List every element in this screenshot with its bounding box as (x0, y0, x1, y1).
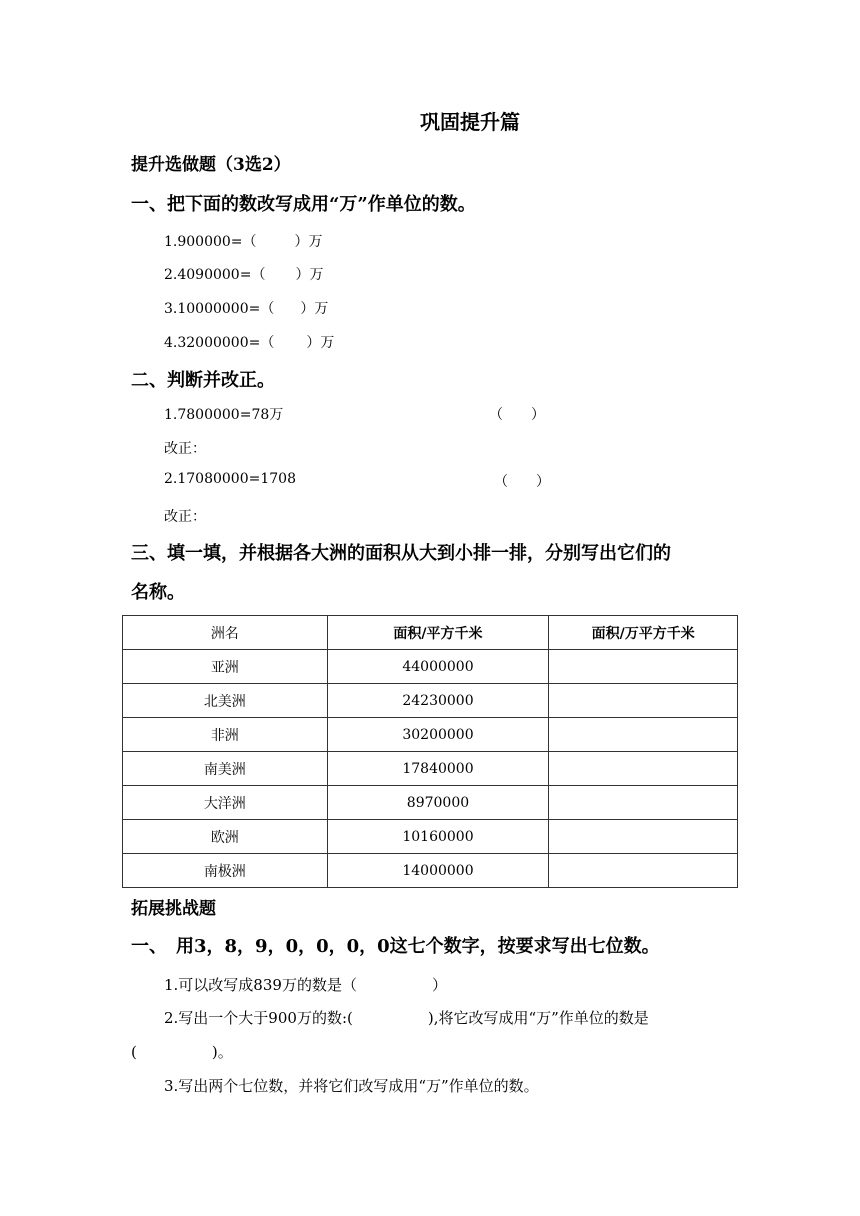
answer-cell[interactable] (549, 820, 738, 854)
q2-item-2-judgement-blank[interactable]: （ ） (494, 474, 550, 490)
continent-name: 亚洲 (123, 650, 328, 684)
q1-item-1 (164, 231, 323, 251)
continent-name: 非洲 (123, 718, 328, 752)
header-area-sq-km: 面积/平方千米 (327, 616, 549, 650)
answer-cell[interactable] (549, 718, 738, 752)
table-row (123, 684, 738, 718)
q1-item-4 (164, 332, 334, 352)
table-row (123, 718, 738, 752)
q2-item-1-judgement-blank[interactable]: （ ） (489, 407, 545, 423)
question-3-heading-line-2: 名称。 (131, 582, 185, 603)
q1-item-1-text: 1.900000=（ (164, 234, 257, 250)
q2-item-1-statement: 1.7800000=78万 (164, 407, 284, 423)
section-heading-challenge: 拓展挑战题 (131, 899, 216, 919)
continent-name: 欧洲 (123, 820, 328, 854)
q1-item-4-unit: ）万 (306, 335, 335, 351)
continent-name: 南极洲 (123, 854, 328, 888)
q1-item-4-text: 4.32000000=（ (164, 335, 275, 351)
q1-item-2-text: 2.4090000=（ (164, 267, 266, 283)
area-value: 14000000 (327, 854, 549, 888)
q1-item-2 (164, 264, 323, 284)
question-1-heading: 一、把下面的数改写成用“万”作单位的数。 (131, 194, 476, 215)
question-2-heading: 二、判断并改正。 (131, 370, 275, 391)
area-value: 17840000 (327, 752, 549, 786)
continent-area-table (122, 615, 738, 888)
q1-item-2-unit: ）万 (295, 267, 324, 283)
answer-cell[interactable] (549, 854, 738, 888)
table-row (123, 650, 738, 684)
q1-item-3-text: 3.10000000=（ (164, 301, 275, 317)
q2-item-1-correction: 改正： (164, 441, 206, 457)
table-header-row (123, 616, 738, 650)
q4-item-2-continued: ( )。 (131, 1043, 233, 1061)
question-3-heading-line-1: 三、填一填，并根据各大洲的面积从大到小排一排，分别写出它们的 (131, 543, 671, 564)
answer-cell[interactable] (549, 752, 738, 786)
question-4-heading: 一、 用3，8，9，0，0，0，0这七个数字，按要求写出七位数。 (131, 936, 660, 957)
header-area-10k-sq-km: 面积/万平方千米 (549, 616, 738, 650)
q1-item-3-unit: ）万 (300, 301, 329, 317)
continent-name: 大洋洲 (123, 786, 328, 820)
table-row (123, 786, 738, 820)
answer-cell[interactable] (549, 684, 738, 718)
area-value: 44000000 (327, 650, 549, 684)
q4-item-3: 3.写出两个七位数，并将它们改写成用“万”作单位的数。 (164, 1077, 539, 1095)
area-value: 8970000 (327, 786, 549, 820)
answer-cell[interactable] (549, 786, 738, 820)
continent-name: 北美洲 (123, 684, 328, 718)
q1-item-1-unit: ）万 (294, 234, 323, 250)
table-row (123, 752, 738, 786)
q2-item-2-statement: 2.17080000=1708 (164, 471, 296, 487)
area-value: 30200000 (327, 718, 549, 752)
page-title: 巩固提升篇 (420, 110, 520, 134)
header-continent-name: 洲名 (123, 616, 328, 650)
table-row (123, 820, 738, 854)
table-row (123, 854, 738, 888)
area-value: 10160000 (327, 820, 549, 854)
q1-item-3 (164, 298, 328, 318)
q2-item-2-correction: 改正： (164, 509, 206, 525)
q4-item-1: 1.可以改写成839万的数是（ ） (164, 976, 447, 994)
section-heading-practice: 提升选做题（3选2） (131, 155, 291, 175)
answer-cell[interactable] (549, 650, 738, 684)
q4-item-2: 2.写出一个大于900万的数:( ),将它改写成用“万”作单位的数是 (164, 1009, 649, 1027)
continent-name: 南美洲 (123, 752, 328, 786)
area-value: 24230000 (327, 684, 549, 718)
